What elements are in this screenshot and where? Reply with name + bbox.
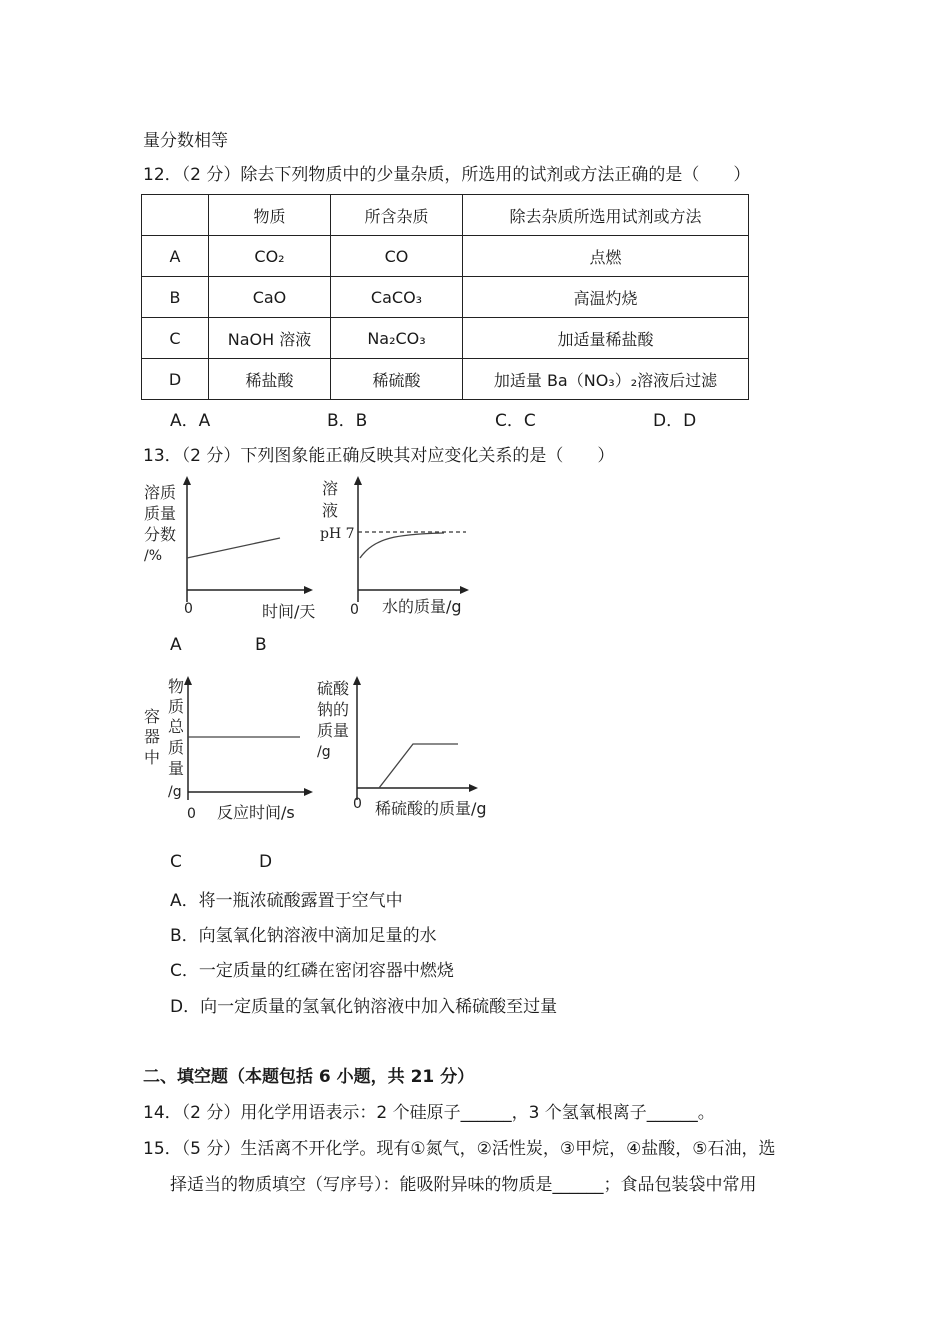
graph-b-xlabel: 水的质量/g xyxy=(382,597,462,616)
q14-text: 14．（2 分）用化学用语表示：2 个硅原子______，3 个氢氧根离子______。 xyxy=(143,1103,715,1123)
graph-d-ylabel-line: 硫酸 xyxy=(317,679,350,698)
graph-c-ylabel-right: 物 xyxy=(168,677,185,696)
graph-c-ylabel-left: 器 xyxy=(144,727,161,746)
q12-option-d[interactable]: D．D xyxy=(653,411,697,431)
graph-c-ylabel-right: 量 xyxy=(168,759,185,778)
intro-line: 量分数相等 xyxy=(143,131,228,151)
table-row xyxy=(142,277,749,318)
graph-a-xlabel: 时间/天 xyxy=(262,602,316,621)
graph-b-ylabel-line: 液 xyxy=(322,501,339,520)
q12-table xyxy=(141,194,749,400)
graph-d-ylabel-line: /g xyxy=(317,744,331,760)
q13-stem: 13．（2 分）下列图象能正确反映其对应变化关系的是（ ） xyxy=(143,446,615,466)
table-row xyxy=(142,236,749,277)
row-label: A xyxy=(142,236,209,277)
q13-choice-c[interactable]: C．一定质量的红磷在密闭容器中燃烧 xyxy=(170,961,454,981)
table-header-cell xyxy=(142,195,209,236)
impurity-cell: 稀硫酸 xyxy=(331,359,463,400)
q13-choice-a[interactable]: A．将一瓶浓硫酸露置于空气中 xyxy=(170,891,403,911)
graph-d-y-arrow-icon xyxy=(353,676,361,685)
q12-option-a[interactable]: A．A xyxy=(170,411,211,431)
q12-option-b[interactable]: B．B xyxy=(327,411,368,431)
method-cell: 加适量稀盐酸 xyxy=(463,318,749,359)
graph-b-ph-label: pH 7 xyxy=(320,526,355,542)
q15-line-1: 15．（5 分）生活离不开化学。现有①氮气，②活性炭，③甲烷，④盐酸，⑤石油，选 xyxy=(143,1139,776,1159)
graph-c-xlabel: 反应时间/s xyxy=(217,803,295,822)
graph-a-ylabel-line: 溶质 xyxy=(144,483,177,502)
impurity-cell: CaCO₃ xyxy=(331,277,463,318)
graph-c-x-arrow-icon xyxy=(304,788,313,796)
table-row xyxy=(142,318,749,359)
graph-d-x-arrow-icon xyxy=(469,784,478,792)
q13-choice-b[interactable]: B．向氢氧化钠溶液中滴加足量的水 xyxy=(170,926,437,946)
method-cell: 点燃 xyxy=(463,236,749,277)
graph-c-ylabel-right: 质 xyxy=(168,738,185,757)
graph-a-curve xyxy=(187,538,280,558)
graph-c-ylabel-right: 质 xyxy=(168,697,185,716)
graph-b-x-arrow-icon xyxy=(460,586,469,594)
q12-option-c[interactable]: C．C xyxy=(495,411,536,431)
graph-b-y-arrow-icon xyxy=(354,476,362,485)
graph-label-b: B xyxy=(255,635,267,655)
graph-a-y-arrow-icon xyxy=(183,476,191,485)
graph-a-origin: 0 xyxy=(184,601,193,617)
graph-a-ylabel-line: 分数 xyxy=(144,525,177,544)
graph-c-origin: 0 xyxy=(187,806,196,822)
graph-a-x-arrow-icon xyxy=(304,586,313,594)
q13-choice-d[interactable]: D．向一定质量的氢氧化钠溶液中加入稀硫酸至过量 xyxy=(170,997,558,1017)
substance-cell: CaO xyxy=(209,277,331,318)
graph-b xyxy=(316,472,491,624)
graph-c-ylabel-left: 中 xyxy=(144,748,161,767)
table-header-row xyxy=(142,195,749,236)
table-header-cell: 所含杂质 xyxy=(331,195,463,236)
row-label: B xyxy=(142,277,209,318)
graph-d xyxy=(313,668,498,828)
section-2-title: 二、填空题（本题包括 6 小题，共 21 分） xyxy=(143,1067,475,1087)
row-label: D xyxy=(142,359,209,400)
graph-label-c: C xyxy=(170,852,182,872)
graph-d-ylabel-line: 钠的 xyxy=(317,700,350,719)
substance-cell: CO₂ xyxy=(209,236,331,277)
graph-c-y-arrow-icon xyxy=(184,676,192,685)
graph-b-origin: 0 xyxy=(350,602,359,618)
graph-b-curve xyxy=(360,533,444,558)
graph-d-origin: 0 xyxy=(353,796,362,812)
method-cell: 加适量 Ba（NO₃）₂溶液后过滤 xyxy=(463,359,749,400)
graph-d-ylabel-line: 质量 xyxy=(317,721,350,740)
table-row xyxy=(142,359,749,400)
graph-c xyxy=(138,668,323,828)
graph-d-xlabel: 稀硫酸的质量/g xyxy=(375,799,487,818)
graph-label-d: D xyxy=(259,852,273,872)
q15-line-2: 择适当的物质填空（写序号）：能吸附异味的物质是______；食品包装袋中常用 xyxy=(170,1175,757,1195)
graph-label-a: A xyxy=(170,635,182,655)
graph-d-curve xyxy=(379,744,458,788)
graph-b-ylabel-line: 溶 xyxy=(322,479,339,498)
impurity-cell: Na₂CO₃ xyxy=(331,318,463,359)
table-header-cell: 物质 xyxy=(209,195,331,236)
impurity-cell: CO xyxy=(331,236,463,277)
q12-stem: 12．（2 分）除去下列物质中的少量杂质，所选用的试剂或方法正确的是（ ） xyxy=(143,165,751,185)
substance-cell: NaOH 溶液 xyxy=(209,318,331,359)
graph-a xyxy=(138,472,323,624)
graph-c-ylabel-left: 容 xyxy=(144,707,161,726)
graph-a-ylabel-line: /% xyxy=(144,548,163,564)
table-header-cell: 除去杂质所选用试剂或方法 xyxy=(463,195,749,236)
row-label: C xyxy=(142,318,209,359)
graph-c-unit: /g xyxy=(168,784,182,800)
graph-a-ylabel-line: 质量 xyxy=(144,504,177,523)
method-cell: 高温灼烧 xyxy=(463,277,749,318)
q12-options xyxy=(0,406,950,430)
substance-cell: 稀盐酸 xyxy=(209,359,331,400)
graph-c-ylabel-right: 总 xyxy=(168,717,185,736)
